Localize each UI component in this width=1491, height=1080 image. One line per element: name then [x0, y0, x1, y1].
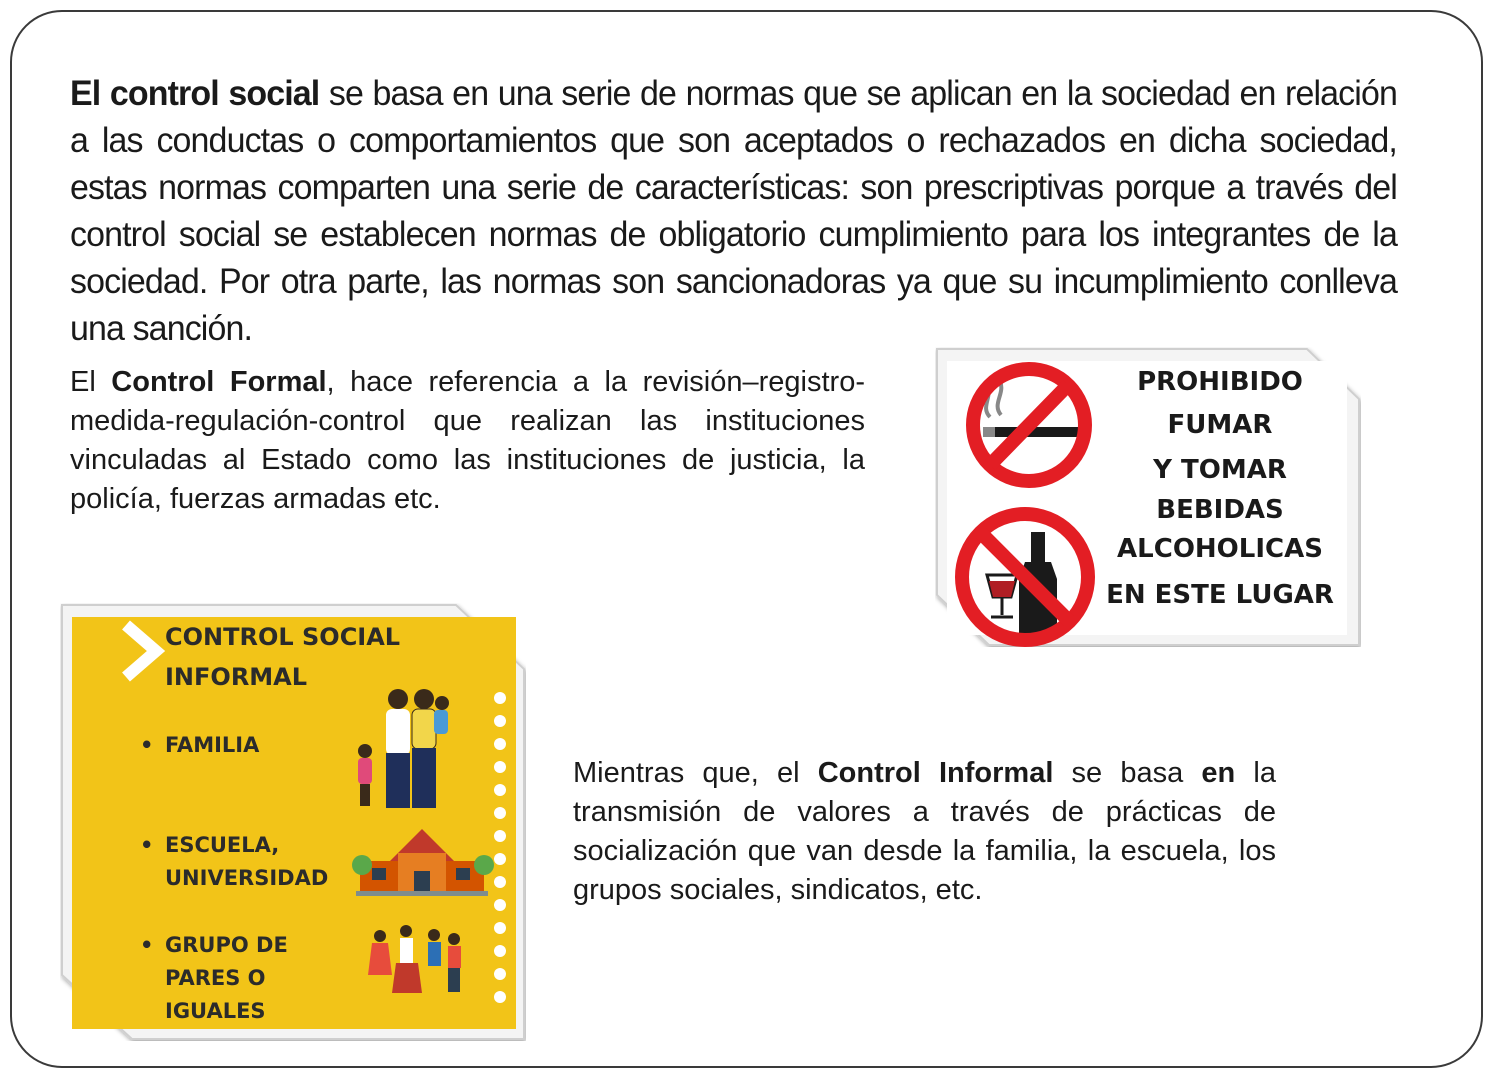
sign-line: BEBIDAS: [1156, 495, 1284, 525]
bullet: •: [140, 833, 154, 857]
item-line: GRUPO DE: [165, 933, 288, 957]
bullet: •: [140, 733, 154, 757]
formal-bold: Control Formal: [111, 366, 327, 398]
informal-text: la transmisión de valores a través de prácticas de socialización que van desde la familia, la escuela, los grupos sociales, sindicatos, etc.: [573, 757, 1276, 906]
informal-card-item-familia: [140, 729, 259, 762]
sign-text: [1095, 361, 1345, 619]
bullet: •: [140, 933, 154, 957]
informal-control-paragraph: [573, 754, 1276, 910]
item-line: FAMILIA: [165, 733, 260, 757]
sign-line: FUMAR: [1167, 410, 1273, 440]
informal-card-title-line: INFORMAL: [165, 663, 308, 691]
informal-pre: Mientras que, el: [573, 757, 818, 789]
informal-mid: se basa: [1053, 757, 1202, 789]
item-line: ESCUELA,: [165, 833, 280, 857]
intro-text: se basa en una serie de normas que se aplican en la sociedad en relación a las conductas o comportamientos que son aceptados o rechazados en dicha sociedad, estas normas comparten una serie de características: son prescriptivas porque a través del control social se establecen normas de obligatorio cumplimiento para los integrantes de la sociedad. Por otra parte, las normas son sancionadoras ya que su incumplimiento conlleva una sanción.: [70, 74, 1397, 348]
item-line: PARES O: [165, 966, 266, 990]
sign-line: EN ESTE LUGAR: [1106, 580, 1334, 610]
informal-card-title: [165, 617, 400, 697]
sign-line: ALCOHOLICAS: [1117, 534, 1323, 564]
informal-bold2: en: [1201, 757, 1236, 789]
formal-pre: El: [70, 366, 112, 398]
prohibition-sign-image: [935, 347, 1361, 647]
formal-text: , hace referencia a la revisión–registro-medida-regulación-control que realizan las instituciones vinculadas al Estado como las instituciones de justicia, la policía, fuerzas armadas etc.: [70, 366, 865, 515]
informal-bold: Control Informal: [817, 757, 1054, 789]
formal-control-paragraph: [70, 363, 865, 519]
intro-paragraph: [70, 70, 1397, 352]
item-line: UNIVERSIDAD: [165, 866, 329, 890]
informal-card-item-grupo: [140, 929, 288, 1028]
informal-control-image: [60, 603, 526, 1041]
intro-bold-lead: El control social: [70, 74, 320, 113]
informal-card-title-line: CONTROL SOCIAL: [165, 623, 401, 651]
sign-line: PROHIBIDO: [1137, 367, 1303, 397]
informal-card-item-escuela: [140, 829, 328, 895]
sign-line: Y TOMAR: [1153, 455, 1287, 485]
item-line: IGUALES: [165, 999, 266, 1023]
